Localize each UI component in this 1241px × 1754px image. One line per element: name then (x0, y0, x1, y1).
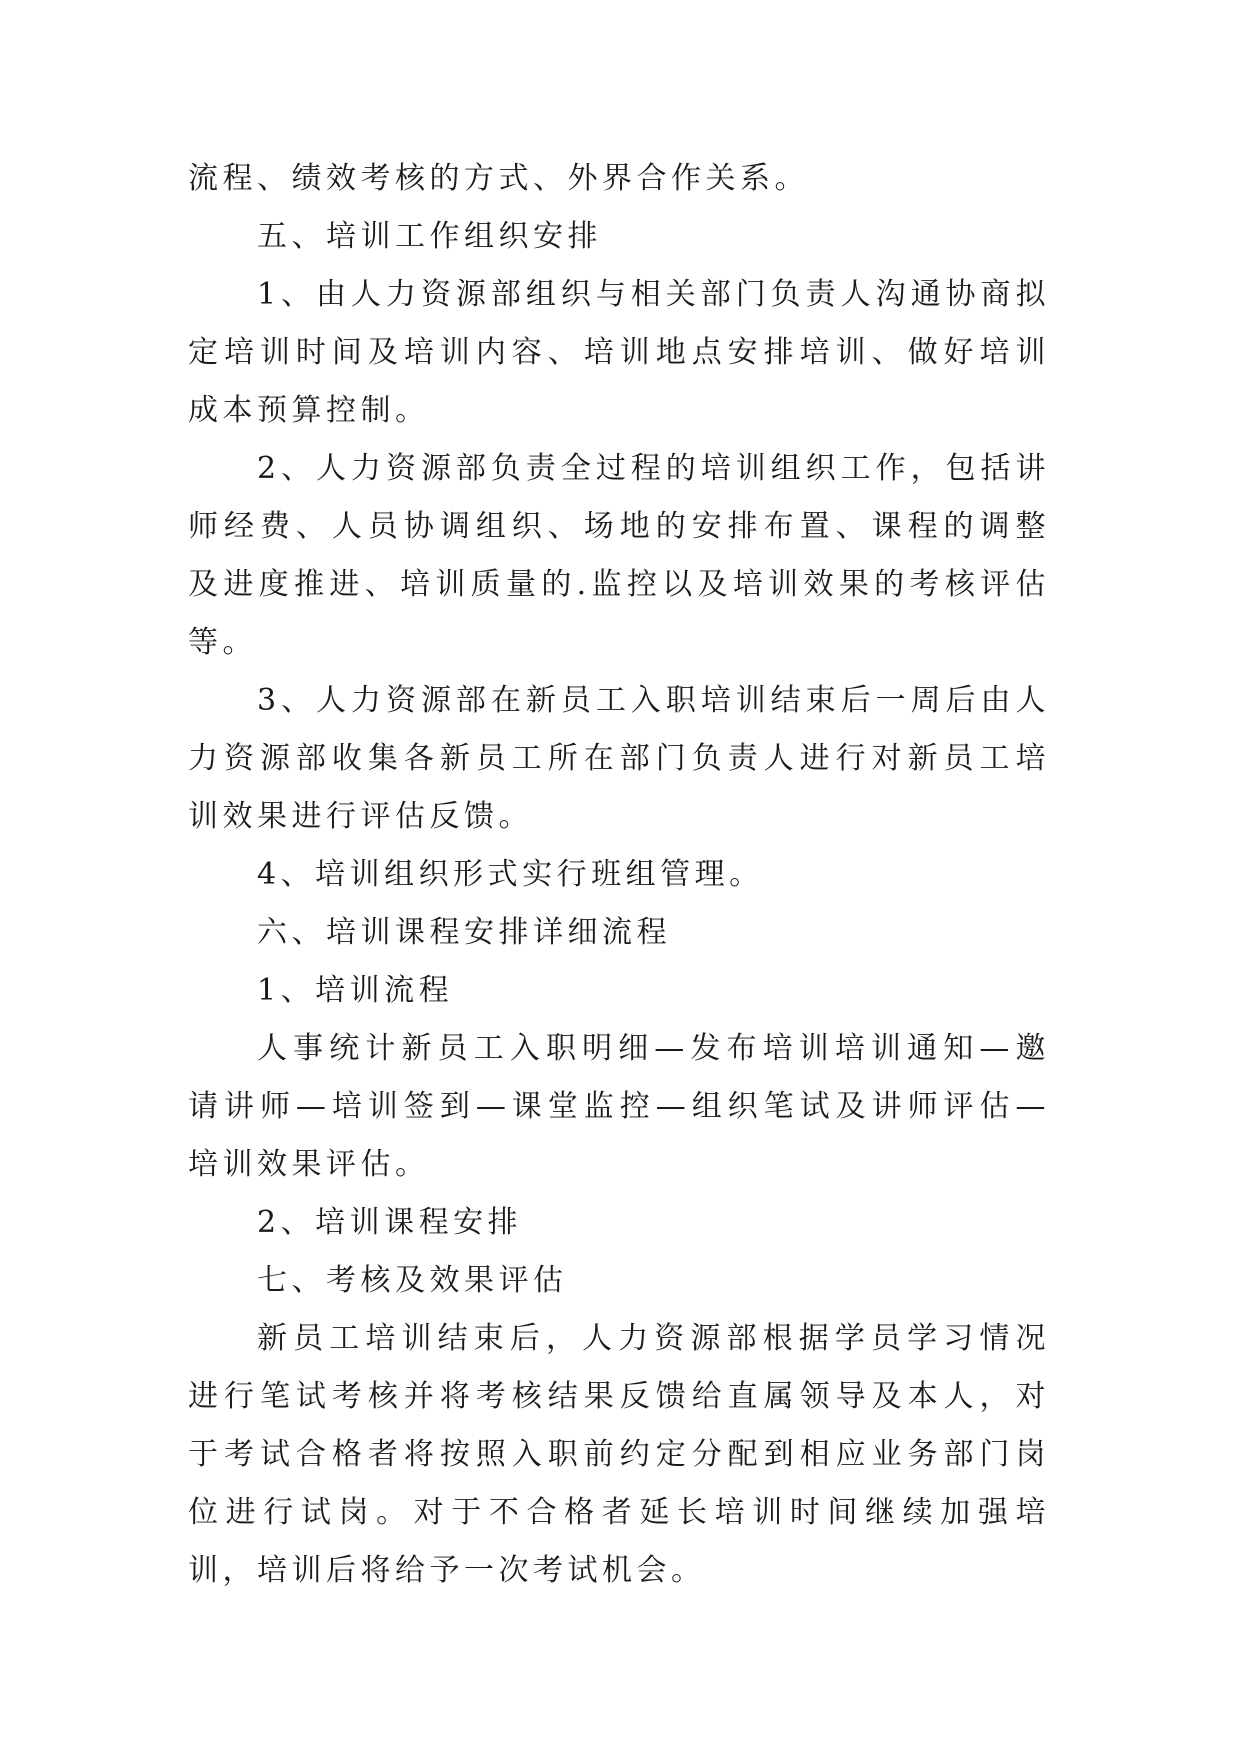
section-heading-5: 五、培训工作组织安排 (257, 219, 602, 254)
paragraph-5-1: 1、由人力资源部组织与相关部门负责人沟通协商拟定培训时间及培训内容、培训地点安排培训、做好培训成本预算控制。 (188, 277, 1050, 428)
paragraph-5-2: 2、人力资源部负责全过程的培训组织工作，包括讲师经费、人员协调组织、场地的安排布置、课程的调整及进度推进、培训质量的.监控以及培训效果的考核评估等。 (188, 451, 1050, 660)
subheading-6-2: 2、培训课程安排 (257, 1205, 523, 1240)
paragraph-5-4: 4、培训组织形式实行班组管理。 (257, 857, 764, 892)
paragraph-6-1-flow: 人事统计新员工入职明细—发布培训培训通知—邀请讲师—培训签到—课堂监控—组织笔试及讲师评估—培训效果评估。 (188, 1031, 1050, 1182)
subheading-6-1: 1、培训流程 (257, 973, 454, 1008)
paragraph-7-body: 新员工培训结束后，人力资源部根据学员学习情况进行笔试考核并将考核结果反馈给直属领导及本人，对于考试合格者将按照入职前约定分配到相应业务部门岗位进行试岗。对于不合格者延长培训时间继续加强培训，培训后将给予一次考试机会。 (188, 1321, 1050, 1588)
section-heading-7: 七、考核及效果评估 (257, 1263, 568, 1298)
section-heading-6: 六、培训课程安排详细流程 (257, 915, 671, 950)
document-body (188, 150, 1050, 1600)
paragraph-continuation: 流程、绩效考核的方式、外界合作关系。 (188, 161, 809, 196)
paragraph-5-3: 3、人力资源部在新员工入职培训结束后一周后由人力资源部收集各新员工所在部门负责人进行对新员工培训效果进行评估反馈。 (188, 683, 1050, 834)
